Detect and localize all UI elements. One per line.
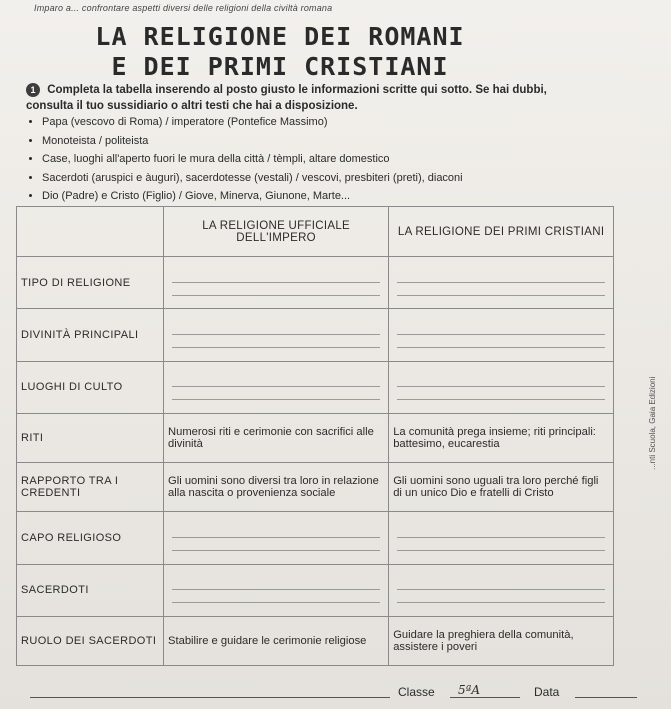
fill-cell[interactable] (389, 257, 614, 309)
blank-line (172, 577, 380, 590)
row-label: LUOGHI DI CULTO (17, 361, 164, 413)
blank-line (172, 335, 380, 348)
blank-line (397, 590, 605, 603)
blank-line (397, 525, 605, 538)
blank-line (172, 283, 380, 296)
cell-text: Numerosi riti e cerimonie con sacrifici alle divinità (164, 414, 389, 463)
cell-text: Stabilire e guidare le cerimonie religiose (164, 616, 389, 665)
row-label: RAPPORTO TRA I CREDENTI (17, 463, 164, 512)
blank-line (397, 283, 605, 296)
fill-cell[interactable] (164, 564, 389, 616)
blank-line (172, 387, 380, 400)
fill-cell[interactable] (164, 512, 389, 564)
row-label: RUOLO DEI SACERDOTI (17, 616, 164, 665)
table-row (17, 463, 614, 512)
fill-cell[interactable] (389, 512, 614, 564)
fill-cell[interactable] (164, 361, 389, 413)
table-row (17, 309, 614, 361)
blank-line (172, 374, 380, 387)
row-label: DIVINITÀ PRINCIPALI (17, 309, 164, 361)
blank-line (172, 538, 380, 551)
fill-cell[interactable] (389, 361, 614, 413)
fill-cell[interactable] (164, 257, 389, 309)
cell-text: Gli uomini sono diversi tra loro in relazione alla nascita o provenienza sociale (164, 463, 389, 512)
row-label: TIPO DI RELIGIONE (17, 257, 164, 309)
table-row (17, 616, 614, 665)
page-header: Imparo a... confrontare aspetti diversi delle religioni della civiltà romana (34, 3, 333, 13)
option-item: • Papa (vescovo di Roma) / imperatore (Pontefice Massimo) (42, 113, 463, 132)
fill-cell[interactable] (389, 309, 614, 361)
blank-line (397, 538, 605, 551)
blank-line (172, 322, 380, 335)
page-title-line-1: LA RELIGIONE DEI ROMANI (95, 22, 465, 51)
data-blank-line[interactable] (575, 697, 637, 698)
row-label: CAPO RELIGIOSO (17, 512, 164, 564)
table-row (17, 361, 614, 413)
table-header-christian: LA RELIGIONE DEI PRIMI CRISTIANI (389, 207, 614, 257)
blank-line (172, 590, 380, 603)
table-header-row (17, 207, 614, 257)
footer (0, 683, 671, 703)
name-blank-line[interactable] (30, 697, 390, 698)
option-item: • Dio (Padre) e Cristo (Figlio) / Giove, Minerva, Giunone, Marte... (42, 187, 463, 206)
table-header-empty (17, 207, 164, 257)
blank-line (397, 270, 605, 283)
table-row (17, 414, 614, 463)
blank-line (397, 335, 605, 348)
table-row (17, 257, 614, 309)
classe-value[interactable]: 5ªA (458, 683, 481, 697)
blank-line (397, 374, 605, 387)
data-label: Data (534, 685, 560, 699)
instruction (26, 82, 586, 114)
cell-text: Gli uomini sono uguali tra loro perché figli di un unico Dio e fratelli di Cristo (389, 463, 614, 512)
blank-line (397, 387, 605, 400)
table-header-official: LA RELIGIONE UFFICIALE DELL'IMPERO (164, 207, 389, 257)
row-label: RITI (17, 414, 164, 463)
blank-line (397, 322, 605, 335)
cell-text: La comunità prega insieme; riti principali: battesimo, eucarestia (389, 414, 614, 463)
fill-cell[interactable] (164, 309, 389, 361)
table-row (17, 512, 614, 564)
classe-label: Classe (398, 685, 435, 699)
fill-cell[interactable] (389, 564, 614, 616)
page-title-line-2: E DEI PRIMI CRISTIANI (111, 52, 449, 81)
comparison-table (16, 206, 614, 666)
blank-line (172, 270, 380, 283)
row-label: SACERDOTI (17, 564, 164, 616)
blank-line (397, 577, 605, 590)
publisher-side-text: ...nti Scuola, Gaia Edizioni (648, 376, 657, 470)
exercise-number-badge: 1 (26, 83, 40, 97)
instruction-text: Completa la tabella inserendo al posto giusto le informazioni scritte qui sotto. Se hai dubbi, consulta il tuo sussidiario o altri testi che hai a disposizione. (26, 84, 547, 112)
option-item: • Monoteista / politeista (42, 132, 463, 151)
cell-text: Guidare la preghiera della comunità, assistere i poveri (389, 616, 614, 665)
option-item: • Sacerdoti (aruspici e àuguri), sacerdotesse (vestali) / vescovi, presbiteri (preti), diaconi (42, 169, 463, 188)
option-item: • Case, luoghi all'aperto fuori le mura della città / tèmpli, altare domestico (42, 150, 463, 169)
table-row (17, 564, 614, 616)
classe-blank-line (450, 697, 520, 698)
blank-line (172, 525, 380, 538)
options-list (24, 113, 463, 206)
